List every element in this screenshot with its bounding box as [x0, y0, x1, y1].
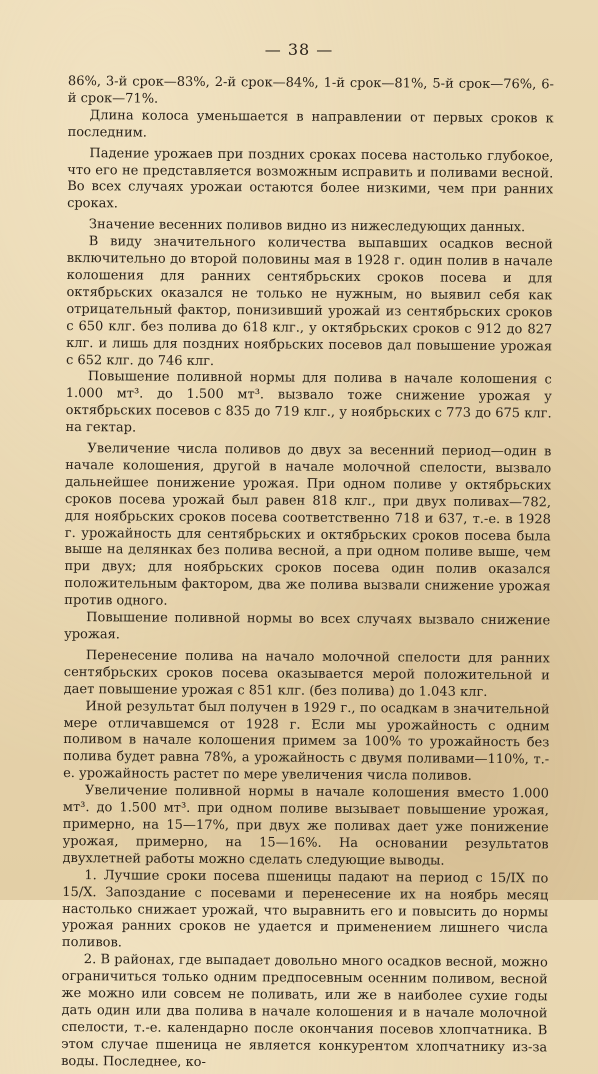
- paragraph: Повышение поливной нормы для полива в начале колошения с 1.000 мт³. до 1.500 мт³. вызвало тоже снижение урожая у октябрьских посевов с 835 до 719 клг., у ноябрьских с 773 до 675 клг. на гектар.: [65, 369, 552, 436]
- body-text: [61, 74, 554, 1074]
- paragraph: Повышение поливной нормы во всех случаях вызвало снижение урожая.: [64, 610, 551, 643]
- paragraph: 1. Лучшие сроки посева пшеницы падают на период с 15/IX по 15/X. Запоздание с посевами и перенесение их на ноябрь месяц настолько снижает урожай, что выравнить его и повысить до нормы урожая ранних сроков не удается и применением лишнего числа поливов.: [61, 867, 549, 951]
- paragraph: Иной результат был получен в 1929 г., по осадкам в значительной мере отличавшемся от 1928 г. Если мы урожайность с одним поливом в начале колошения примем за 100% то урожайность без полива будет равна 78%, а урожайность с двумя поливами—110%, т.-е. урожайность растет по мере увеличения числа поливов.: [63, 698, 550, 785]
- page-number: — 38 —: [264, 40, 334, 59]
- paragraph: Значение весенних поливов видно из нижеследующих данных.: [88, 217, 526, 236]
- paragraph: Длина колоса уменьшается в направлении от первых сроков к последним.: [67, 107, 554, 141]
- paragraph: 2. В районах, где выпадает довольно много осадков весной, можно ограничиться только одним предпосевным осенним поливом, весной же можно или совсем не поливать, или же в наиболее сухие годы дать один или два полива в начале колошения и в начале молочной спелости, т.-е. календарно после окончания посевов хлопчатника. В этом случае пшеница не является конкурентом хлопчатнику из-за воды. Последнее, ко-: [61, 952, 548, 1070]
- paragraph: Перенесение полива на начало молочной спелости для ранних сентябрьских сроков посева оказывается мерой положительной и дает повышение урожая с 851 клг. (без полива) до 1.043 клг.: [63, 648, 550, 700]
- paragraph: Падение урожаев при поздних сроках посева настолько глубокое, что его не представляется возможным исправить и поливами весной. Во всех случаях урожаи остаются более низкими, чем при ранних сроках.: [67, 145, 554, 212]
- paragraph: Увеличение числа поливов до двух за весенний период—один в начале колошения, другой в начале молочной спелости, вызвало дальнейшее понижение урожая. При одном поливе у октябрьских сроков посева урожай был равен 818 клг., при двух поливах—782, для ноябрьских сроков посева соответственно 718 и 637, т.-е. в 1928 г. урожайность для сентябрьских и октябрьских сроков посева была выше на делянках без полива весной, а при одном поливе выше, чем при двух; для ноябрьских сроков посева один полив оказался положительным фактором, два же полива вызвали снижение урожая против одного.: [64, 441, 552, 609]
- paragraph: В виду значительного количества выпавших осадков весной включительно до второй половины мая в 1928 г. один полив в начале колошения для ранних сентябрьских сроков посева и для октябрьских оказался не только не нужным, но выявил себя как отрицательный фактор, понизивший урожай из сентябрьских сроков с 650 клг. без полива до 618 клг., у октябрьских сроков с 912 до 827 клг. и лишь для поздних ноябрьских посевов дал повышение урожая с 652 клг. до 746 клг.: [65, 234, 553, 369]
- paragraph: Увеличение поливной нормы в начале колошения вместо 1.000 мт³. до 1.500 мт³. при одном поливе вызывает повышение урожая, примерно, на 15—17%, при двух же поливах дает уже понижение урожая, примерно, на 15—16%. На основании результатов двухлетней работы можно сделать следующие выводы.: [62, 783, 550, 869]
- paragraph: 86%, 3-й срок—83%, 2-й срок—84%, 1-й срок—81%, 5-й срок—76%, 6-й срок—71%.: [67, 74, 554, 107]
